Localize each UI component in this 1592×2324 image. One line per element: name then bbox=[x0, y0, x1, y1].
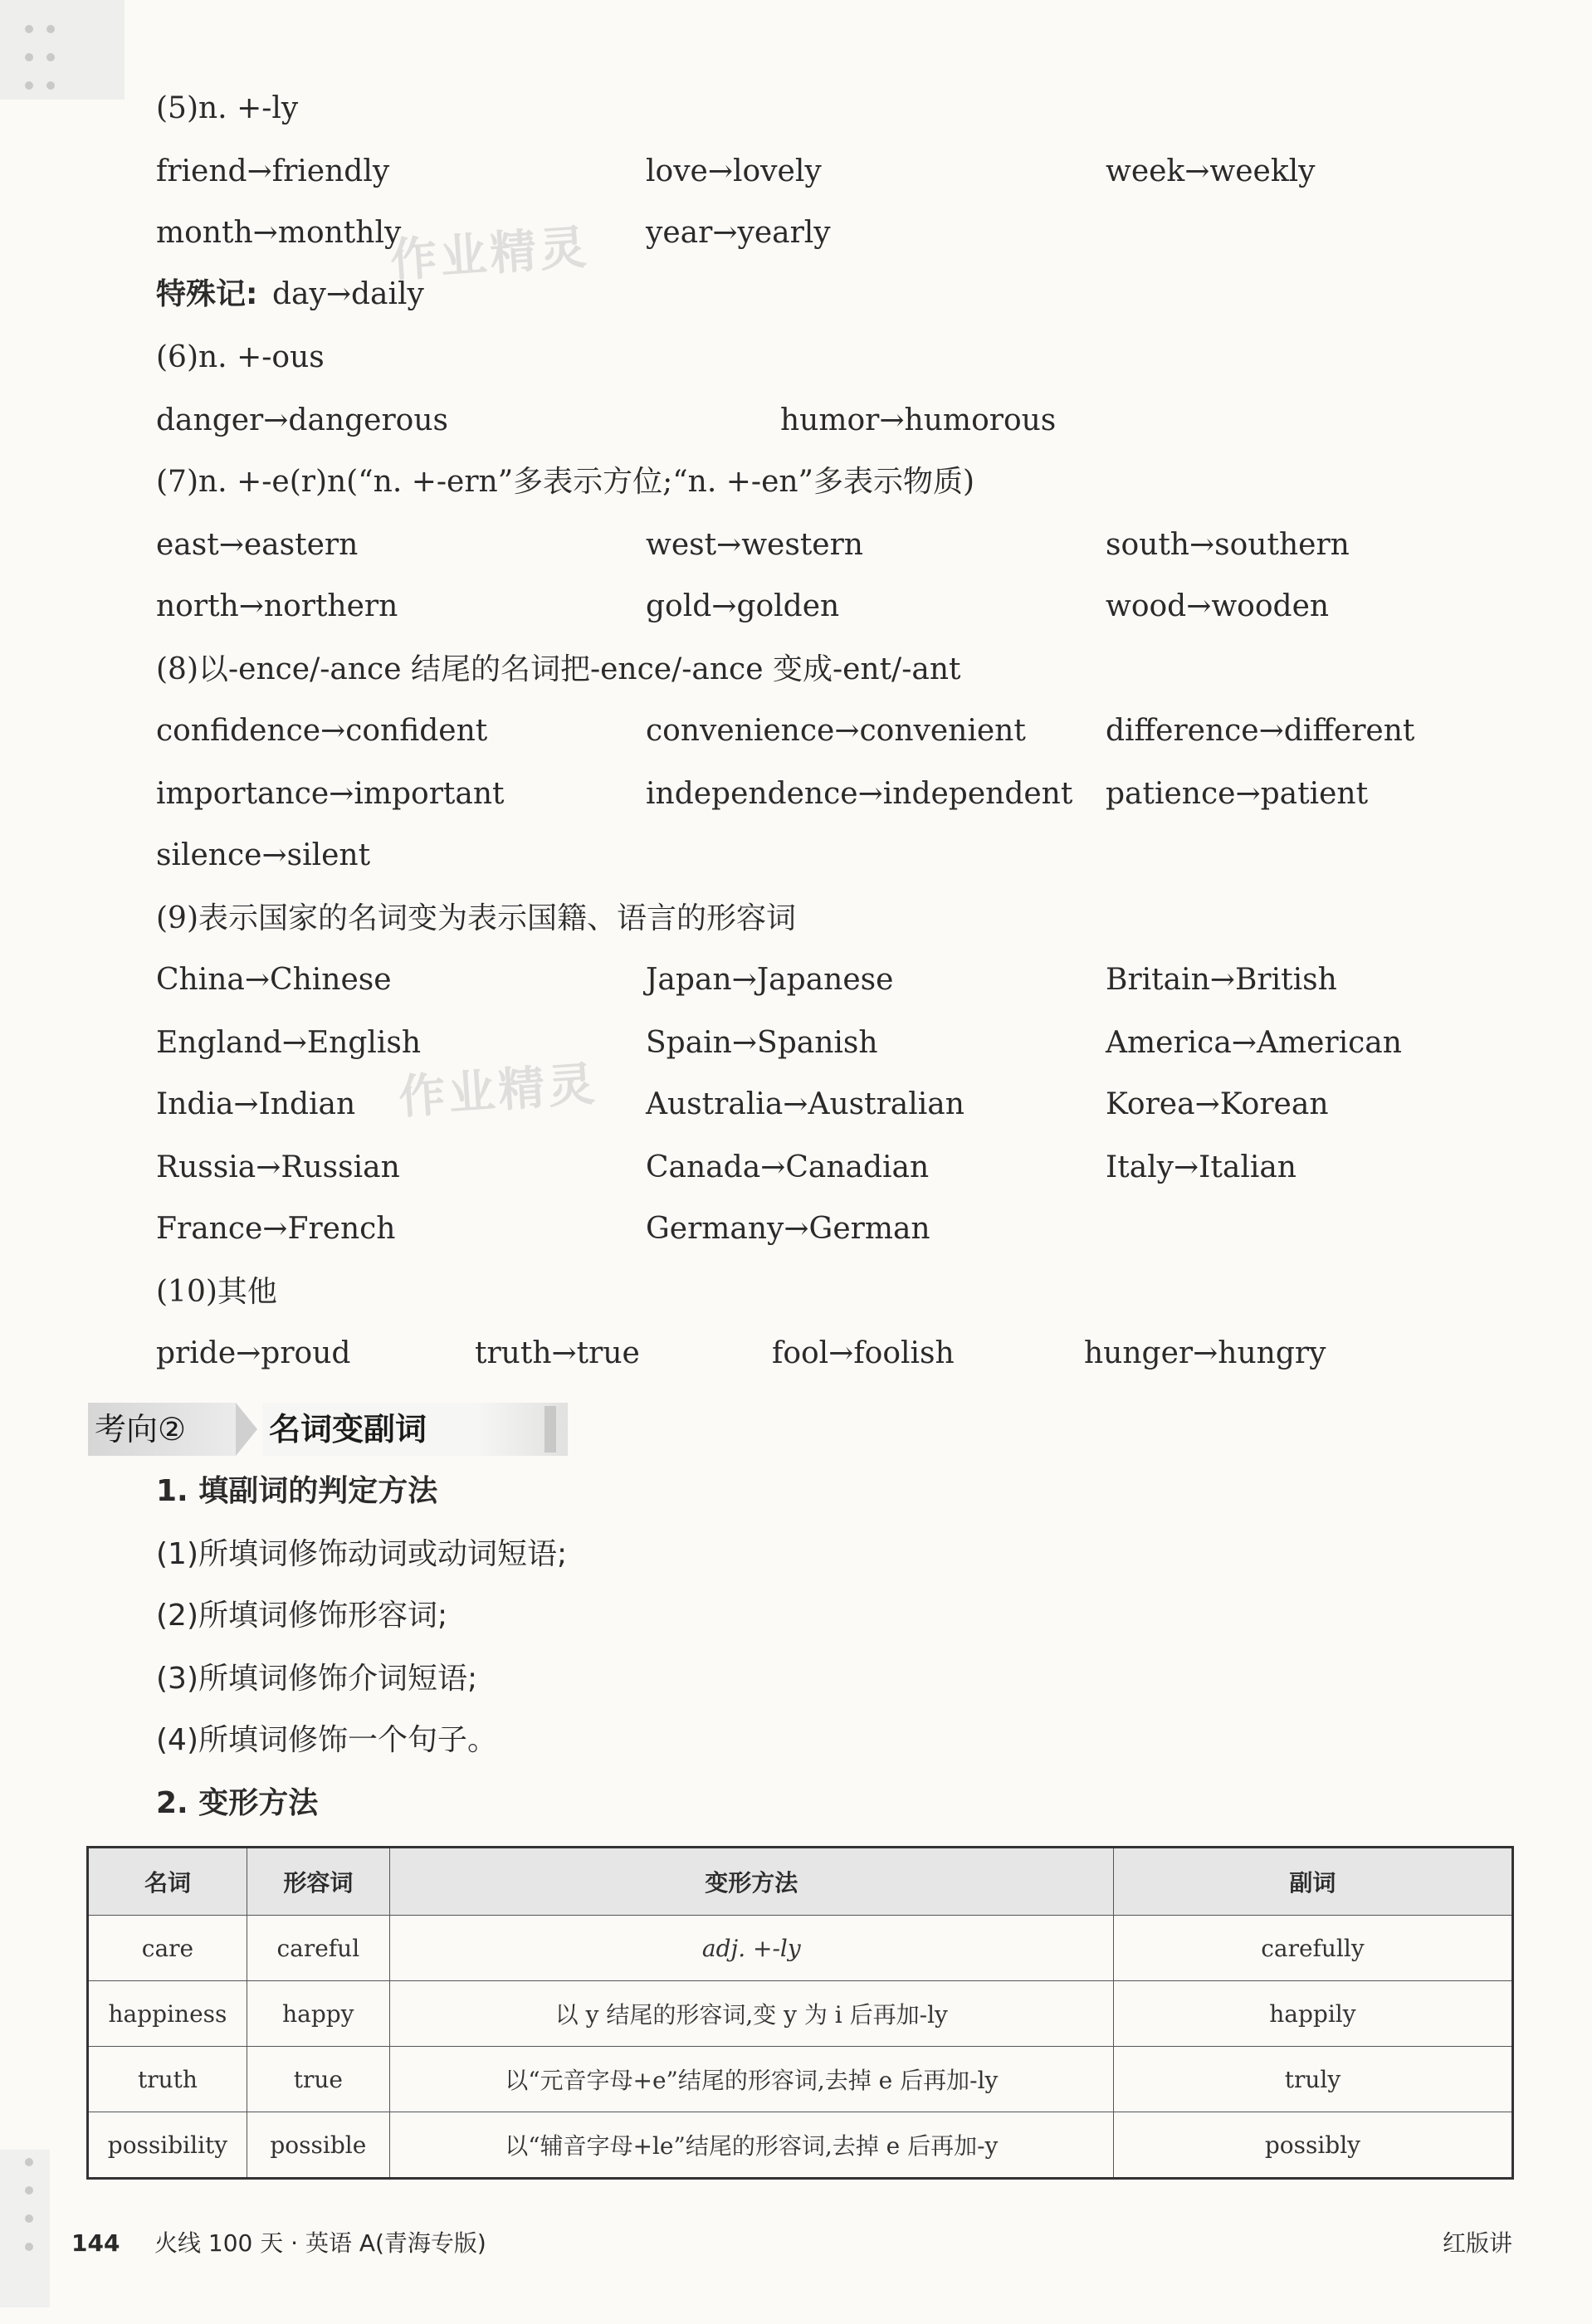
transformation-table bbox=[86, 1846, 1514, 2180]
word-pair: confidence→confident bbox=[156, 714, 488, 748]
word-pair: Germany→German bbox=[646, 1212, 930, 1246]
table-cell: adj. +-ly bbox=[389, 1916, 1113, 1981]
word-pair: month→monthly bbox=[156, 216, 402, 250]
table-row bbox=[88, 2047, 1513, 2112]
word-pair: Russia→Russian bbox=[156, 1150, 400, 1184]
corner-dot bbox=[25, 2243, 33, 2251]
corner-dot bbox=[46, 81, 55, 90]
corner-shading-bottom bbox=[0, 2150, 50, 2307]
table-cell: happiness bbox=[88, 1981, 247, 2047]
word-pair: patience→patient bbox=[1106, 777, 1369, 811]
word-pair: day→daily bbox=[272, 277, 424, 311]
word-pair: friend→friendly bbox=[156, 154, 390, 188]
word-pair: India→Indian bbox=[156, 1087, 356, 1121]
word-pair: hunger→hungry bbox=[1084, 1336, 1326, 1370]
word-pair: difference→different bbox=[1106, 714, 1415, 748]
word-pair: Korea→Korean bbox=[1106, 1087, 1329, 1121]
corner-dot bbox=[25, 2186, 33, 2195]
word-pair: France→French bbox=[156, 1212, 396, 1246]
word-pair: pride→proud bbox=[156, 1336, 351, 1370]
word-pair: south→southern bbox=[1106, 528, 1350, 562]
corner-dot bbox=[25, 2214, 33, 2223]
word-pair: China→Chinese bbox=[156, 963, 392, 997]
table-cell: carefully bbox=[1113, 1916, 1512, 1981]
topic-end-bar bbox=[545, 1406, 556, 1452]
page-number: 144 bbox=[71, 2229, 120, 2257]
corner-dot bbox=[46, 53, 55, 61]
table-cell: care bbox=[88, 1916, 247, 1981]
word-pair: danger→dangerous bbox=[156, 403, 449, 437]
word-pair: Spain→Spanish bbox=[646, 1026, 878, 1060]
corner-dot bbox=[25, 81, 33, 90]
table-row bbox=[88, 1981, 1513, 2047]
topic-arrow bbox=[236, 1403, 257, 1456]
table-cell: possibly bbox=[1113, 2112, 1512, 2179]
word-pair: west→western bbox=[646, 528, 863, 562]
word-pair: north→northern bbox=[156, 589, 398, 623]
table-cell: truly bbox=[1113, 2047, 1512, 2112]
word-pair: east→eastern bbox=[156, 528, 359, 562]
table-cell: 以“元音字母+e”结尾的形容词,去掉 e 后再加-ly bbox=[389, 2047, 1113, 2112]
word-pair: Japan→Japanese bbox=[646, 963, 894, 997]
word-pair: gold→golden bbox=[646, 589, 840, 623]
textbook-page: 作业精灵 作业精灵 (5)n. +-ly friend→friendly love→lovely week→weekly month→monthly year→yearly 特殊记: day→daily (6)n. +-ous danger→dangerous humor→humorous (7)n. +-e(r)n(“n. +-ern”多表示方位;“n. +-en”多表示物质) east→eastern west→western south→southern north→northern gold→golden wood→wooden (8)以-ence/-ance 结尾的名词把-ence/-ance 变成-ent/-ant confidence→confident convenience→convenient difference→different importance→important independence→independent patience→patient silence→silent (9)表示国家的名词变为表示国籍、语言的形容词 China→Chinese Japan→Japanese Britain→British England→English Spain→Spanish America→American India→Indian Australia→Australian Korea→Korean Russia→Russian Canada→Canadian Italy→Italian France→French Germany→German (10)其他 pride→proud truth→true fool→foolish hunger→hungry 考向② 名词变副词 1. 填副词的判定方法 (1)所填词修饰动词或动词短语; (2)所填词修饰形容词; (3)所填词修饰介词短语; (4)所填词修饰一个句子。 2. 变形方法 名词 形容词 变形方法 副词 care careful adj. +-ly carefully happiness happy 以 y 结尾的形容词,变 y 为 i 后再加-ly happily truth true 以“元音字母+e”结尾的形容词,去掉 e 后再加-ly truly possibility possible 以“辅音字母+le”结尾的形容词,去掉 e 后再加-y possibly 144 火线 100 天 · 英语 A(青海专版) 红版讲 bbox=[0, 0, 1592, 2324]
table-cell: possibility bbox=[88, 2112, 247, 2179]
word-pair: Canada→Canadian bbox=[646, 1150, 930, 1184]
word-pair: truth→true bbox=[475, 1336, 640, 1370]
column-header: 变形方法 bbox=[389, 1848, 1113, 1916]
word-pair: Australia→Australian bbox=[646, 1087, 964, 1121]
table-cell: happy bbox=[247, 1981, 389, 2047]
table-row bbox=[88, 1916, 1513, 1981]
word-pair: independence→independent bbox=[646, 777, 1073, 811]
table-row bbox=[88, 2112, 1513, 2179]
table-cell: truth bbox=[88, 2047, 247, 2112]
watermark: 作业精灵 bbox=[397, 1057, 600, 1125]
corner-dot bbox=[25, 25, 33, 33]
column-header: 形容词 bbox=[247, 1848, 389, 1916]
corner-dot bbox=[46, 25, 55, 33]
word-pair: fool→foolish bbox=[772, 1336, 955, 1370]
edition-label: 红版讲 bbox=[1443, 2229, 1513, 2257]
word-pair: Italy→Italian bbox=[1106, 1150, 1297, 1184]
word-pair: week→weekly bbox=[1106, 154, 1316, 188]
table-cell: happily bbox=[1113, 1981, 1512, 2047]
watermark: 作业精灵 bbox=[388, 220, 592, 289]
corner-shading-top bbox=[0, 0, 125, 100]
word-pair: love→lovely bbox=[646, 154, 822, 188]
word-pair: importance→important bbox=[156, 777, 505, 811]
word-pair: year→yearly bbox=[646, 216, 831, 250]
word-pair: convenience→convenient bbox=[646, 714, 1026, 748]
column-header: 副词 bbox=[1113, 1848, 1512, 1916]
book-title: 火线 100 天 · 英语 A(青海专版) bbox=[154, 2229, 486, 2257]
table-cell: 以 y 结尾的形容词,变 y 为 i 后再加-ly bbox=[389, 1981, 1113, 2047]
topic-tag: 考向② bbox=[88, 1403, 236, 1456]
column-header: 名词 bbox=[88, 1848, 247, 1916]
word-pair: silence→silent bbox=[156, 838, 371, 872]
word-pair: England→English bbox=[156, 1026, 422, 1060]
special-label: 特殊记: bbox=[156, 277, 258, 311]
table-cell: possible bbox=[247, 2112, 389, 2179]
table-cell: careful bbox=[247, 1916, 389, 1981]
table-cell: 以“辅音字母+le”结尾的形容词,去掉 e 后再加-y bbox=[389, 2112, 1113, 2179]
word-pair: wood→wooden bbox=[1106, 589, 1330, 623]
corner-dot bbox=[25, 53, 33, 61]
word-pair: Britain→British bbox=[1106, 963, 1337, 997]
word-pair: America→American bbox=[1106, 1026, 1402, 1060]
table-cell: true bbox=[247, 2047, 389, 2112]
corner-dot bbox=[25, 2158, 33, 2166]
word-pair: humor→humorous bbox=[780, 403, 1057, 437]
topic-title: 名词变副词 bbox=[262, 1403, 568, 1456]
table-header-row bbox=[88, 1848, 1513, 1916]
